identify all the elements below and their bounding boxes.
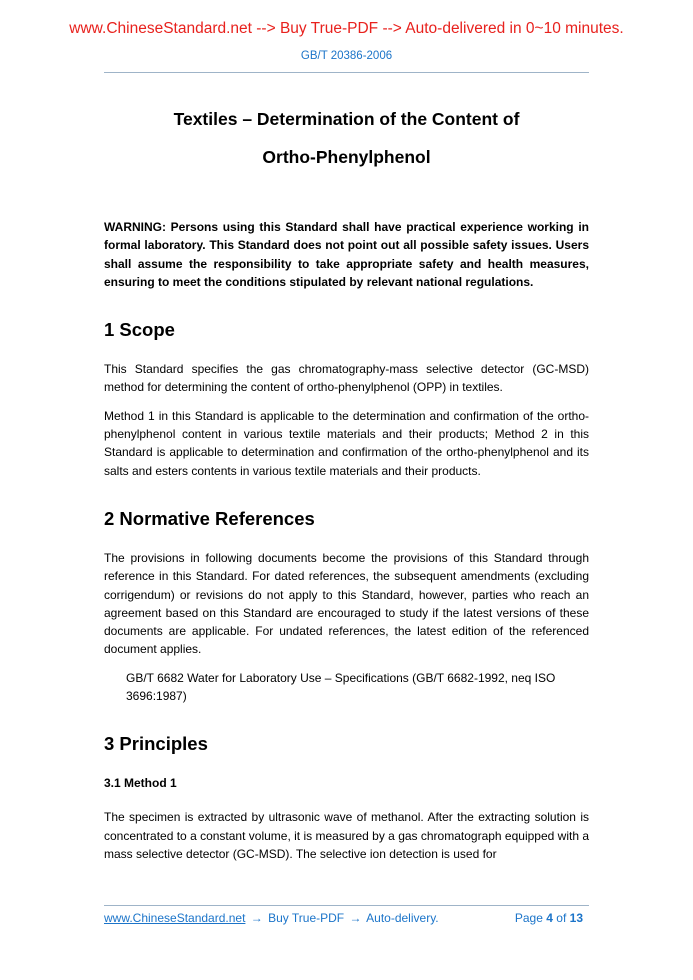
- title-line-1: Textiles – Determination of the Content of: [173, 109, 520, 129]
- document-body: [104, 218, 589, 873]
- scope-paragraph-2: Method 1 in this Standard is applicable to the determination and confirmation of the ortho-phenylphenol content in various textile materials and their products; Method 2 in this Standard is applicable to determination and confirmation of the ortho-phenylphenol and its salts and esters contents in various textile materials and their products.: [104, 408, 589, 478]
- header-divider: [104, 72, 589, 73]
- title-line-2: Ortho-Phenylphenol: [262, 147, 431, 167]
- page-label: Page: [514, 911, 543, 925]
- normative-paragraph-1: The provisions in following documents become the provisions of this Standard through reference in this Standard. For dated references, the subsequent amendments (excluding corrigendum) or revisions do not apply to this Standard, however, parties who reach an agreement based on this Standard are encouraged to study if the latest versions of these documents are applicable. For undated references, the latest edition of the referenced document applies.: [104, 550, 589, 657]
- scope-paragraph-1: This Standard specifies the gas chromatography-mass selective detector (GC-MSD) method for determining the content of ortho-phenylphenol (OPP) in textiles.: [104, 362, 589, 395]
- arrow-right-icon: →: [349, 911, 362, 925]
- footer-links: [104, 911, 439, 925]
- document-title: [90, 100, 603, 176]
- page-of: of: [556, 911, 567, 925]
- section-heading-normative-references: 2 Normative References: [104, 507, 315, 529]
- footer-buy-text: Buy True-PDF: [268, 911, 345, 925]
- footer-divider: [104, 905, 589, 906]
- warning-paragraph: WARNING: Persons using this Standard shall have practical experience working in formal laboratory. This Standard does not point out all possible safety issues. Users shall assume the responsibility to take appropriate safety and health measures, ensuring to meet the conditions stipulated by relevant national regulations.: [104, 220, 589, 289]
- footer-delivery-text: Auto-delivery.: [366, 911, 439, 925]
- footer-site-link[interactable]: www.ChineseStandard.net: [104, 911, 246, 925]
- section-heading-principles: 3 Principles: [104, 733, 208, 755]
- page-total: 13: [569, 911, 583, 925]
- subsection-heading-method-1: 3.1 Method 1: [104, 776, 177, 791]
- top-promo-banner[interactable]: www.ChineseStandard.net --> Buy True-PDF --> Auto-delivered in 0~10 minutes.: [69, 20, 624, 37]
- reference-item: GB/T 6682 Water for Laboratory Use – Specifications (GB/T 6682-1992, neq ISO 3696:1987): [126, 670, 556, 704]
- section-heading-scope: 1 Scope: [104, 319, 175, 341]
- page-number: [515, 911, 583, 925]
- standard-code-header: GB/T 20386-2006: [300, 50, 393, 62]
- page-current: 4: [546, 911, 553, 925]
- arrow-right-icon: →: [250, 911, 263, 925]
- principles-paragraph-1: The specimen is extracted by ultrasonic wave of methanol. After the extracting solution is concentrated to a constant volume, it is measured by a gas chromatograph equipped with a mass selective detector (GC-MSD). The selective ion detection is used for: [104, 810, 589, 861]
